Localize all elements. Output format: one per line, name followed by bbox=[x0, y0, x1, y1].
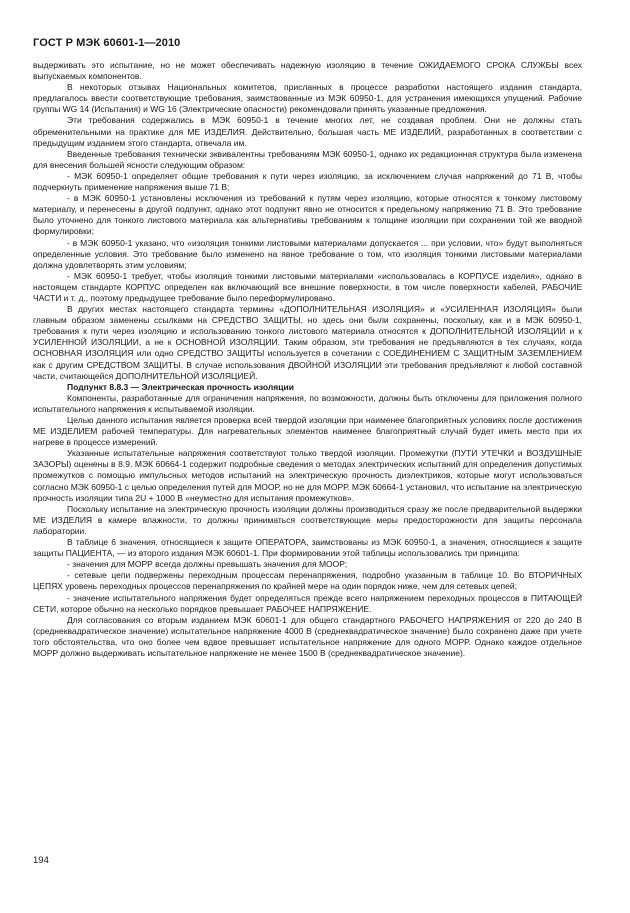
paragraph: Компоненты, разработанные для ограничения напряжения, по возможности, должны быть отключены для приложения полного испытательного напряжения к испытываемой изоляции. bbox=[33, 392, 582, 414]
paragraph: Для согласования со вторым изданием МЭК 60601-1 для общего стандартного РАБОЧЕГО НАПРЯЖЕНИЯ от 220 до 240 В (среднеквадратическое значение) испытательное напряжение 4000 В (среднеквадратическое значение) было сохранено даже при учете того обстоятельства, что оно более чем вдвое превышает испытательное напряжение для одного МОРР. Однако каждое отдельное МОРР должно выдерживать испытательное напряжение не менее 1500 В (среднеквадратическое значение). bbox=[33, 614, 582, 658]
page-number: 194 bbox=[33, 855, 49, 866]
subclause-heading: Подпункт 8.8.3 — Электрическая прочность изоляции bbox=[67, 381, 294, 392]
list-item: - значения для МОРР всегда должны превышать значения для МООР; bbox=[67, 559, 348, 570]
paragraph: Указанные испытательные напряжения соответствуют только твердой изоляции. Промежутки (ПУТИ УТЕЧКИ и ВОЗДУШНЫЕ ЗАЗОРЫ) оценены в 8.9. МЭК 60664-1 содержит подробные сведения о методах электрических испытаний для определения допустимых промежутков с помощью импульсных методов испытаний на электрическую прочность диэлектриков, которые могут использоваться согласно МЭК 60950-1 с целью определения путей для МООР, но не для МОРР. МЭК 60664-1 установил, что испытание на электрическую прочность изоляции типа 2U + 1000 В «неуместно для испытания промежутков». bbox=[33, 448, 582, 503]
list-item: - сетевые цепи подвержены переходным процессам перенапряжения, подробно указанным в таблице 10. Во ВТОРИЧНЫХ ЦЕПЯХ уровень переходных процессов перенапряжения по крайней мере на один порядок ниже, чем для сетевых цепей; bbox=[33, 570, 582, 592]
standard-header: ГОСТ Р МЭК 60601-1—2010 bbox=[33, 37, 181, 49]
paragraph: В некоторых отзывах Национальных комитетов, присланных в процессе разработки настоящего издания стандарта, предлагалось ввести соответствующие требования, заимствованные из МЭК 60950-1, для устранения имеющихся упущений. Рабочие группы WG 14 (Испытания) и WG 16 (Электрические опасности) рекомендовали принять указанные предложения. bbox=[33, 82, 582, 115]
paragraph: выдерживать это испытание, но не может обеспечивать надежную изоляцию в течение ОЖИДАЕМОГО СРОКА СЛУЖБЫ всех выпускаемых компонентов. bbox=[33, 60, 582, 82]
paragraph: Поскольку испытание на электрическую прочность изоляции должны производиться сразу же после предварительной выдержки МЕ ИЗДЕЛИЯ в камере влажности, то должны приниматься соответствующие меры предосторожности для защиты персонала лаборатории. bbox=[33, 503, 582, 536]
list-item: - в МЭК 60950-1 установлены исключения из требований к путям через изоляцию, которые относятся к тонкому листовому материалу, и перенесены в другой подпункт, однако этот подпункт явно не относится к предельному напряжению 71 В. Это требование было уточнено для тонкого листового материала как альтернативы требованиям к толщине изоляции при сохранении той же вводной формулировки; bbox=[33, 193, 582, 237]
paragraph: Эти требования содержались в МЭК 60950-1 в течение многих лет, не создавая проблем. Они не должны стать обременительными на практике для МЕ ИЗДЕЛИЯ. Действительно, большая часть МЕ ИЗДЕЛИЙ, разработанных в соответствии с предыдущим изданием этого стандарта, отвечала им. bbox=[33, 115, 582, 148]
list-item: - в МЭК 60950-1 указано, что «изоляция тонкими листовыми материалами допускается ... при условии, что» будут выполняться определенные условия. Это требование было изменено на явное требование о том, что изоляция тонкими листовыми материалами должна удовлетворять этим условиям; bbox=[33, 237, 582, 270]
paragraph: В таблице 6 значения, относящиеся к защите ОПЕРАТОРА, заимствованы из МЭК 60950-1, а значения, относящиеся к защите защиты ПАЦИЕНТА, — из второго издания МЭК 60601-1. При формировании этой таблицы использовались три принципа: bbox=[33, 537, 582, 559]
body-text bbox=[33, 60, 582, 659]
list-item: - МЭК 60950-1 определяет общие требования к пути через изоляцию, за исключением случая напряжений до 71 В, чтобы подчеркнуть применение напряжения выше 71 В; bbox=[33, 170, 582, 193]
list-item: - значение испытательного напряжения будет определяться прежде всего напряжением переходных процессов в ПИТАЮЩЕЙ СЕТИ, которое обычно на несколько порядков превышает РАБОЧЕЕ НАПРЯЖЕНИЕ. bbox=[33, 592, 582, 614]
paragraph: В других местах настоящего стандарта термины «ДОПОЛНИТЕЛЬНАЯ ИЗОЛЯЦИЯ» и «УСИЛЕННАЯ ИЗОЛЯЦИЯ» были главным образом заменены ссылками на СРЕДСТВО ЗАЩИТЫ, но здесь они были сохранены, поскольку, как и в МЭК 60950-1, требования к пути через изоляцию и использованию тонкого листового материала относятся к ДОПОЛНИТЕЛЬНОЙ ИЗОЛЯЦИИ и к УСИЛЕННОЙ ИЗОЛЯЦИИ, а не к ОСНОВНОЙ ИЗОЛЯЦИИ. Таким образом, эти требования не предъявляются в тех случаях, когда ОСНОВНАЯ ИЗОЛЯЦИЯ или одно СРЕДСТВО ЗАЩИТЫ используется в сочетании с СОЕДИНЕНИЕМ С ЗАЩИТНЫМ ЗАЗЕМЛЕНИЕМ как с другим СРЕДСТВОМ ЗАЩИТЫ. В случае использования ДВОЙНОЙ ИЗОЛЯЦИИ эти требования предъявляют к любой составной части, считающейся ДОПОЛНИТЕЛЬНОЙ ИЗОЛЯЦИЕЙ. bbox=[33, 304, 582, 381]
paragraph: Целью данного испытания является проверка всей твердой изоляции при наименее благоприятных условиях после достижения МЕ ИЗДЕЛИЕМ рабочей температуры. Для нагревательных элементов наименее благоприятный случай будет иметь место при их нагреве в процессе измерений. bbox=[33, 415, 582, 448]
paragraph: Введенные требования технически эквивалентны требованиям МЭК 60950-1, однако их редакционная структура была изменена для внесения большей ясности следующим образом: bbox=[33, 148, 582, 170]
list-item: - МЭК 60950-1 требует, чтобы изоляция тонкими листовыми материалами «использовалась в КОРПУСЕ изделия», однако в настоящем стандарте КОРПУС определен как включающий все внешние поверхности, в том числе поверхности кабелей, РАБОЧИЕ ЧАСТИ и т. д., поэтому предыдущее требование было переформулировано. bbox=[33, 270, 582, 303]
